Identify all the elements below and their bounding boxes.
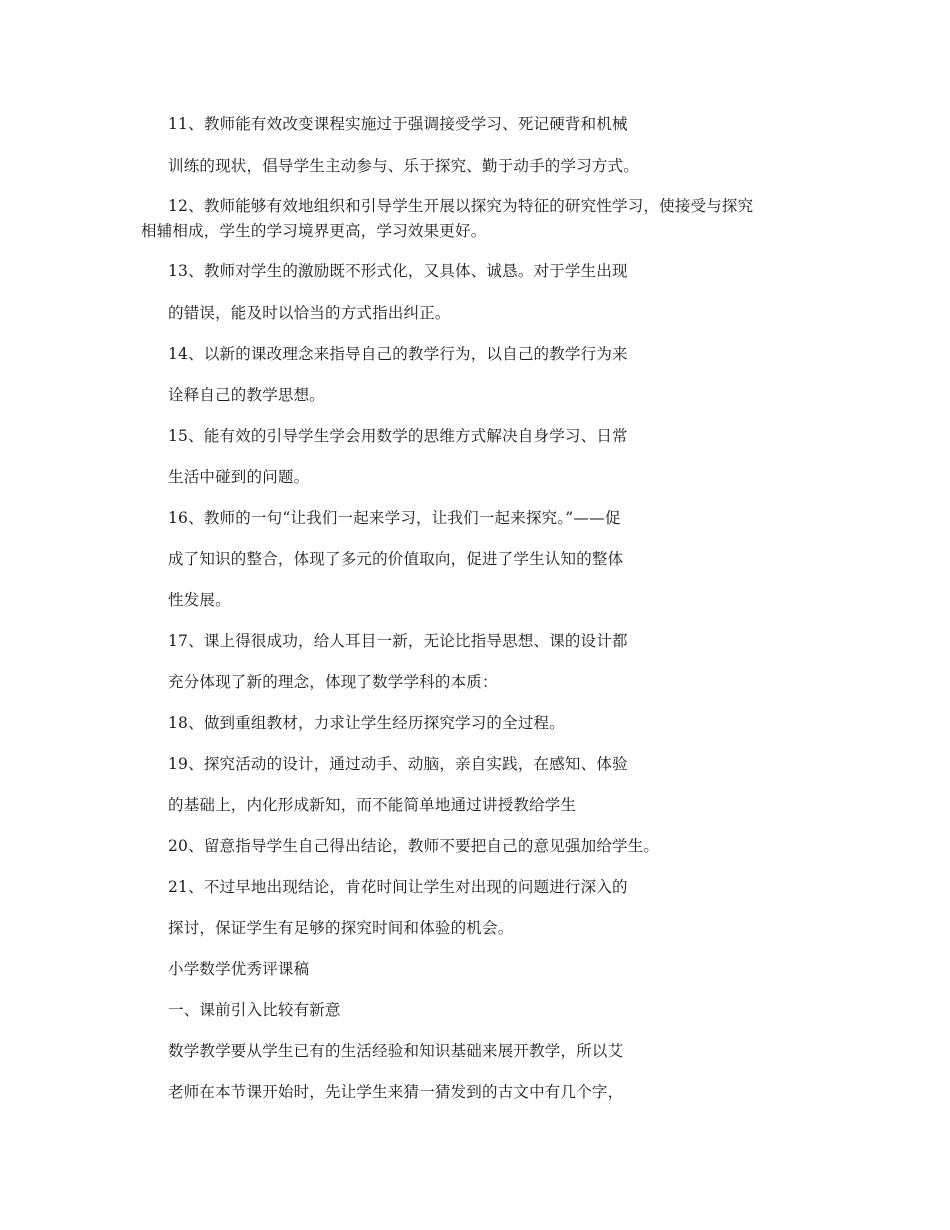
text-line: 探讨，保证学生有足够的探究时间和体验的机会。 bbox=[168, 919, 514, 937]
text-line: 17、课上得很成功，给人耳目一新，无论比指导思想、课的设计都 bbox=[168, 632, 628, 650]
text-line: 性发展。 bbox=[168, 591, 231, 609]
text-line: 的错误，能及时以恰当的方式指出纠正。 bbox=[168, 304, 451, 322]
text-line: 数学教学要从学生已有的生活经验和知识基础来展开教学，所以艾 bbox=[168, 1042, 624, 1060]
text-line: 21、不过早地出现结论，肯花时间让学生对出现的问题进行深入的 bbox=[168, 878, 628, 896]
text-line: 20、留意指导学生自己得出结论，教师不要把自己的意见强加给学生。 bbox=[168, 837, 660, 855]
section-title: 小学数学优秀评课稿 bbox=[168, 960, 310, 978]
text-line: 14、以新的课改理念来指导自己的教学行为，以自己的教学行为来 bbox=[168, 345, 628, 363]
text-line: 16、教师的一句“让我们一起来学习，让我们一起来探究。”——促 bbox=[168, 509, 621, 527]
text-line: 19、探究活动的设计，通过动手、动脑，亲自实践，在感知、体验 bbox=[168, 755, 628, 773]
text-line: 诠释自己的教学思想。 bbox=[168, 386, 326, 404]
text-line: 老师在本节课开始时，先让学生来猜一猜发到的古文中有几个字， bbox=[168, 1083, 624, 1101]
text-line: 生活中碰到的问题。 bbox=[168, 468, 310, 486]
text-line: 11、教师能有效改变课程实施过于强调接受学习、死记硬背和机械 bbox=[168, 115, 628, 133]
section-heading: 一、课前引入比较有新意 bbox=[168, 1001, 341, 1019]
text-line: 18、做到重组教材，力求让学生经历探究学习的全过程。 bbox=[168, 714, 565, 732]
text-line: 相辅相成，学生的学习境界更高，学习效果更好。 bbox=[141, 222, 487, 240]
text-line: 的基础上，内化形成新知，而不能简单地通过讲授教给学生 bbox=[168, 796, 577, 814]
text-line: 13、教师对学生的激励既不形式化，又具体、诚恳。对于学生出现 bbox=[168, 262, 628, 280]
text-line: 12、教师能够有效地组织和引导学生开展以探究为特征的研究性学习，使接受与探究 bbox=[168, 197, 754, 215]
text-line: 训练的现状，倡导学生主动参与、乐于探究、勤于动手的学习方式。 bbox=[168, 157, 640, 175]
text-line: 15、能有效的引导学生学会用数学的思维方式解决自身学习、日常 bbox=[168, 427, 628, 445]
text-line: 充分体现了新的理念，体现了数学学科的本质： bbox=[168, 673, 498, 691]
text-line: 成了知识的整合，体现了多元的价值取向，促进了学生认知的整体 bbox=[168, 550, 624, 568]
